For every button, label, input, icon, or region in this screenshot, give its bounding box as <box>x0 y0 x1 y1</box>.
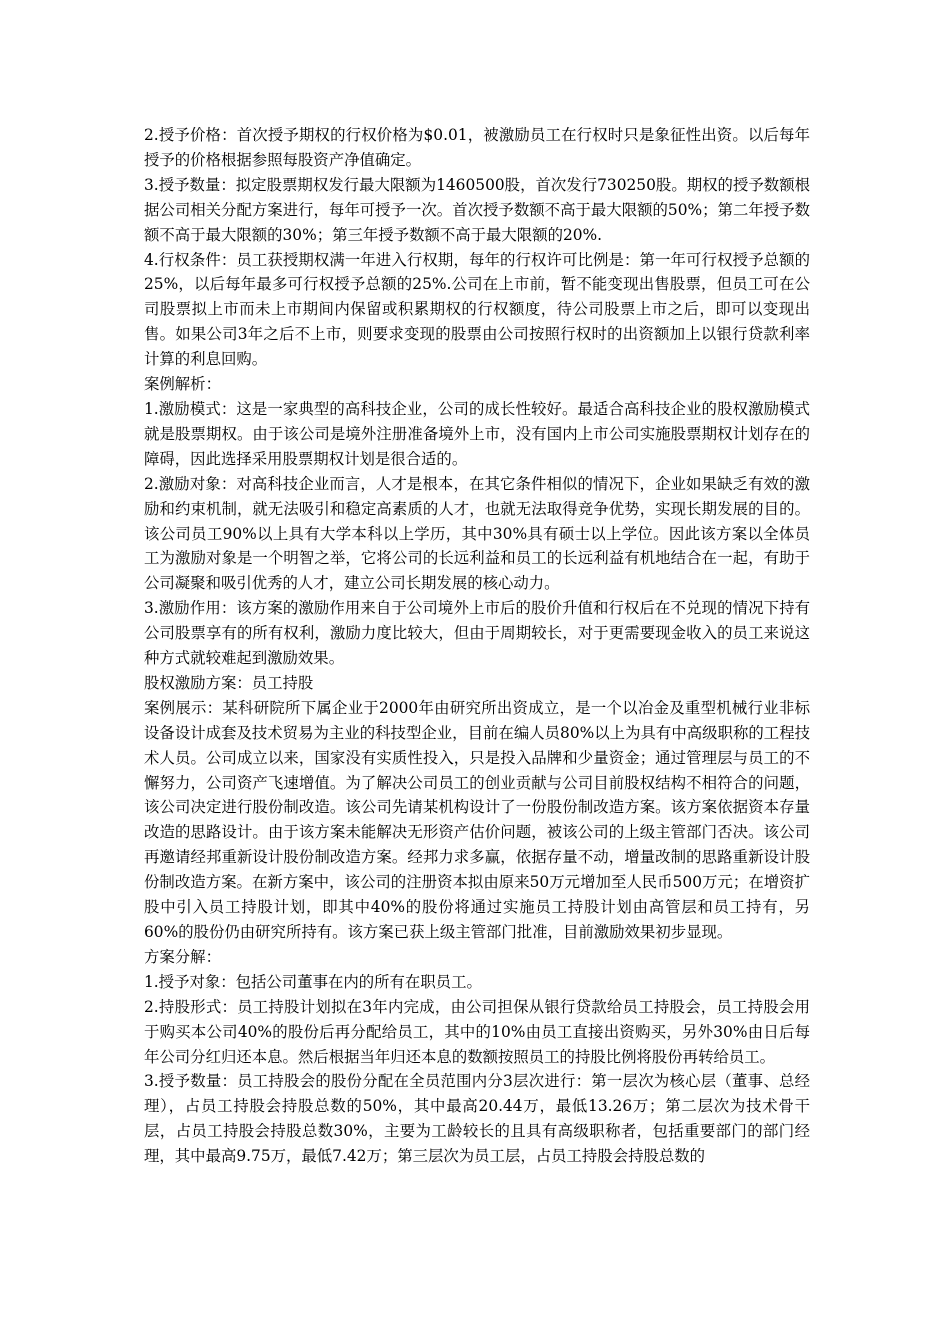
heading-case-analysis: 案例解析： <box>144 375 221 394</box>
paragraph-incentive-targets: 2.激励对象：对高科技企业而言，人才是根本，在其它条件相似的情况下，企业如果缺乏有效的激励和约束机制，就无法吸引和稳定高素质的人才，也就无法取得竞争优势，实现长期发展的目的。该公司员工90%以上具有大学本科以上学历，其中30%具有硕士以上学位。因此该方案以全体员工为激励对象是一个明智之举，它将公司的长远利益和员工的长远利益有机地结合在一起，有助于公司凝聚和吸引优秀的人才，建立公司长期发展的核心动力。 <box>144 474 810 593</box>
paragraph-grant-price: 2.授予价格：首次授予期权的行权价格为$0.01，被激励员工在行权时只是象征性出资。以后每年授予的价格根据参照每股资产净值确定。 <box>144 126 810 169</box>
heading-employee-stock-plan: 股权激励方案：员工持股 <box>144 673 314 692</box>
heading-plan-breakdown: 方案分解： <box>144 947 221 966</box>
paragraph-grant-allocation: 3.授予数量：员工持股会的股份分配在全员范围内分3层次进行：第一层次为核心层（董事、总经理），占员工持股会持股总数的50%，其中最高20.44万，最低13.26万；第二层次为技术骨干层，占员工持股会持股总数30%，主要为工龄较长的且具有高级职称者，包括重要部门的部门经理，其中最高9.75万，最低7.42万；第三层次为员工层，占员工持股会持股总数的 <box>144 1072 810 1166</box>
paragraph-incentive-mode: 1.激励模式：这是一家典型的高科技企业，公司的成长性较好。最适合高科技企业的股权激励模式就是股票期权。由于该公司是境外注册准备境外上市，没有国内上市公司实施股票期权计划存在的障碍，因此选择采用股票期权计划是很合适的。 <box>144 399 810 468</box>
paragraph-holding-form: 2.持股形式：员工持股计划拟在3年内完成，由公司担保从银行贷款给员工持股会，员工持股会用于购买本公司40%的股份后再分配给员工，其中的10%由员工直接出资购买，另外30%由日后每年公司分红归还本息。然后根据当年归还本息的数额按照员工的持股比例将股份再转给员工。 <box>144 997 810 1066</box>
paragraph-incentive-effect: 3.激励作用：该方案的激励作用来自于公司境外上市后的股价升值和行权后在不兑现的情况下持有公司股票享有的所有权利，激励力度比较大，但由于周期较长，对于更需要现金收入的员工来说这种方式就较难起到激励效果。 <box>144 599 810 668</box>
paragraph-case-presentation: 案例展示：某科研院所下属企业于2000年由研究所出资成立，是一个以冶金及重型机械行业非标设备设计成套及技术贸易为主业的科技型企业，目前在编人员80%以上为具有中高级职称的工程技术人员。公司成立以来，国家没有实质性投入，只是投入品牌和少量资金；通过管理层与员工的不懈努力，公司资产飞速增值。为了解决公司员工的创业贡献与公司目前股权结构不相符合的问题，该公司决定进行股份制改造。该公司先请某机构设计了一份股份制改造方案。该方案依据资本存量改造的思路设计。由于该方案未能解决无形资产估价问题，被该公司的上级主管部门否决。该公司再邀请经邦重新设计股份制改造方案。经邦力求多赢，依据存量不动，增量改制的思路重新设计股份制改造方案。在新方案中，该公司的注册资本拟由原来50万元增加至人民币500万元；在增资扩股中引入员工持股计划，即其中40%的股份将通过实施员工持股计划由高管层和员工持有，另60%的股份仍由研究所持有。该方案已获上级主管部门批准，目前激励效果初步显现。 <box>144 698 810 941</box>
paragraph-exercise-conditions: 4.行权条件：员工获授期权满一年进入行权期，每年的行权许可比例是：第一年可行权授予总额的25%，以后每年最多可行权授予总额的25%.公司在上市前，暂不能变现出售股票，但员工可在公司股票拟上市而未上市期间内保留或积累期权的行权额度，待公司股票上市之后，即可以变现出售。如果公司3年之后不上市，则要求变现的股票由公司按照行权时的出资额加上以银行贷款利率计算的利息回购。 <box>144 250 810 369</box>
paragraph-grant-recipients: 1.授予对象：包括公司董事在内的所有在职员工。 <box>144 972 482 991</box>
paragraph-grant-quantity: 3.授予数量：拟定股票期权发行最大限额为1460500股，首次发行730250股。期权的授予数额根据公司相关分配方案进行，每年可授予一次。首次授予数额不高于最大限额的50%；第二年授予数额不高于最大限额的30%；第三年授予数额不高于最大限额的20%. <box>144 175 810 244</box>
document-body <box>144 123 810 1169</box>
